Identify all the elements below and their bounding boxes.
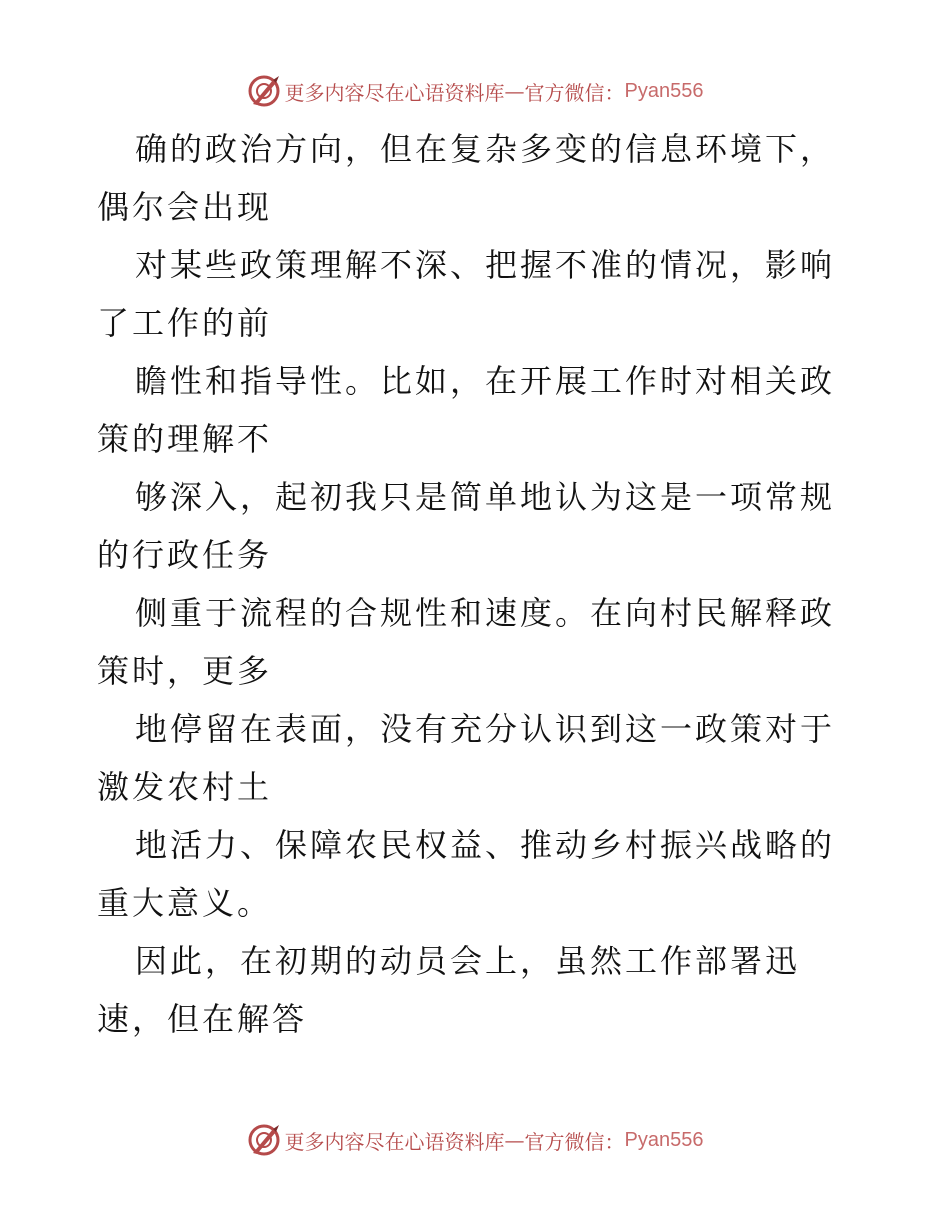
footer-watermark <box>0 1120 950 1160</box>
header-watermark <box>0 71 950 111</box>
watermark-wechat-label: 官方微信： <box>524 80 625 105</box>
paragraph: 对某些政策理解不深、把握不准的情况，影响了工作的前 <box>97 246 836 342</box>
paragraph: 侧重于流程的合规性和速度。在向村民解释政策时，更多 <box>97 594 836 690</box>
paragraph: 够深入，起初我只是简单地认为这是一项常规的行政任务 <box>97 478 836 574</box>
watermark-wechat-id: Pyan556 <box>624 1128 704 1151</box>
paragraph: 因此，在初期的动员会上，虽然工作部署迅速，但在解答 <box>97 942 801 1038</box>
watermark-site-text: 更多内容尽在心语资料库 <box>284 1129 505 1154</box>
paragraph: 瞻性和指导性。比如，在开展工作时对相关政策的理解不 <box>97 362 836 458</box>
paragraph: 地停留在表面，没有充分认识到这一政策对于激发农村土 <box>97 710 836 806</box>
watermark-separator: — <box>504 79 525 103</box>
watermark-wechat-id: Pyan556 <box>624 79 704 102</box>
paragraph: 确的政治方向，但在复杂多变的信息环境下，偶尔会出现 <box>97 130 836 226</box>
quill-logo-icon <box>247 1123 281 1157</box>
quill-logo-icon <box>247 74 281 108</box>
document-body <box>97 120 857 1048</box>
watermark-wechat-label: 官方微信： <box>524 1129 625 1154</box>
watermark-separator: — <box>504 1128 525 1152</box>
watermark-site-text: 更多内容尽在心语资料库 <box>284 80 505 105</box>
paragraph: 地活力、保障农民权益、推动乡村振兴战略的重大意义。 <box>97 826 836 922</box>
